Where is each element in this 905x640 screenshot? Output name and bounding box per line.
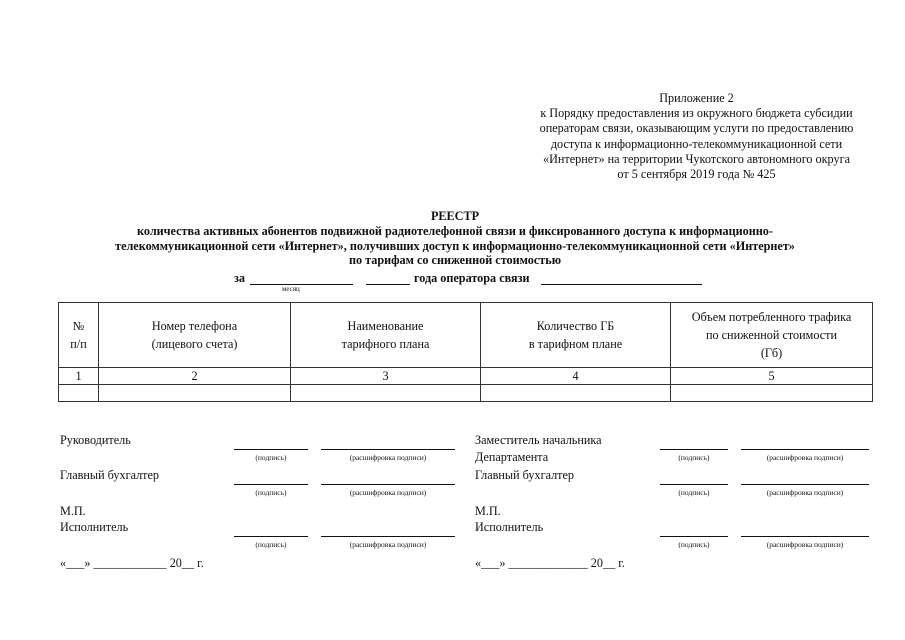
- decoding-caption: (расшифровка подписи): [349, 453, 427, 462]
- table-cell[interactable]: [481, 385, 671, 402]
- signature-caption: (подпись): [255, 453, 287, 462]
- annex-header: [520, 91, 873, 182]
- chief-accountant-label: Главный бухгалтер: [475, 468, 575, 482]
- signature-caption: (подпись): [255, 540, 287, 549]
- annex-line: Приложение 2: [659, 91, 734, 105]
- column-number: 3: [291, 368, 481, 385]
- signature-caption: (подпись): [255, 488, 287, 497]
- table-cell[interactable]: [99, 385, 291, 402]
- signature-block-left: [60, 432, 460, 572]
- stamp-label: М.П.: [60, 504, 86, 518]
- signature-caption: (подпись): [678, 488, 710, 497]
- annex-line: операторам связи, оказывающим услуги по предоставлению: [539, 121, 854, 136]
- table-cell[interactable]: [59, 385, 99, 402]
- head-label: Руководитель: [60, 433, 131, 447]
- heading-line: по тарифам со сниженной стоимостью: [348, 253, 562, 268]
- signature-block-right: [475, 432, 875, 572]
- header-cell-traffic: Объем потребленного трафика по сниженной стоимости (Гб): [671, 303, 873, 368]
- stamp-label: М.П.: [475, 504, 501, 518]
- table-row: [59, 385, 873, 402]
- decoding-caption: (расшифровка подписи): [766, 453, 844, 462]
- signature-caption: (подпись): [678, 540, 710, 549]
- table-header-row: [59, 303, 873, 368]
- heading-line: количества активных абонентов подвижной радиотелефонной связи и фиксированного доступа к информационно-: [137, 223, 773, 238]
- decoding-caption: (расшифровка подписи): [349, 488, 427, 497]
- column-number: 5: [671, 368, 873, 385]
- date-line[interactable]: «___» _____________ 20__ г.: [475, 556, 625, 570]
- decoding-caption: (расшифровка подписи): [349, 540, 427, 549]
- month-blank[interactable]: [250, 284, 353, 285]
- period-line: [0, 271, 905, 297]
- executor-label: Исполнитель: [60, 520, 129, 534]
- header-cell-number: № п/п: [59, 303, 99, 368]
- month-caption: месяц: [282, 285, 300, 293]
- document-heading: [80, 209, 830, 268]
- registry-table: [58, 302, 873, 402]
- header-cell-phone: Номер телефона (лицевого счета): [99, 303, 291, 368]
- column-number-row: [59, 368, 873, 385]
- decoding-caption: (расшифровка подписи): [766, 488, 844, 497]
- annex-line: доступа к информационно-телекоммуникационной сети: [550, 136, 843, 151]
- operator-blank[interactable]: [541, 284, 702, 285]
- column-number: 4: [481, 368, 671, 385]
- executor-label: Исполнитель: [475, 520, 544, 534]
- annex-line: «Интернет» на территории Чукотского автономного округа: [543, 151, 850, 166]
- annex-line: от 5 сентября 2019 года № 425: [617, 167, 776, 182]
- date-line[interactable]: «___» ____________ 20__ г.: [60, 556, 204, 570]
- chief-accountant-label: Главный бухгалтер: [60, 468, 160, 482]
- column-number: 2: [99, 368, 291, 385]
- deputy-label: Заместитель начальника: [475, 433, 602, 447]
- period-prefix: за: [234, 271, 245, 285]
- column-number: 1: [59, 368, 99, 385]
- table-cell[interactable]: [671, 385, 873, 402]
- header-cell-gb: Количество ГБ в тарифном плане: [481, 303, 671, 368]
- decoding-caption: (расшифровка подписи): [766, 540, 844, 549]
- signature-caption: (подпись): [678, 453, 710, 462]
- heading-line: телекоммуникационной сети «Интернет», получивших доступ к информационно-телекоммуникационной сети «Интернет»: [115, 238, 795, 253]
- document-title: РЕЕСТР: [430, 209, 480, 223]
- department-label: Департамента: [475, 450, 549, 464]
- table-cell[interactable]: [291, 385, 481, 402]
- annex-line: к Порядку предоставления из окружного бюджета субсидии: [540, 106, 853, 121]
- year-blank[interactable]: [366, 284, 410, 285]
- period-middle-text: года оператора связи: [414, 271, 530, 285]
- header-cell-tariff: Наименование тарифного плана: [291, 303, 481, 368]
